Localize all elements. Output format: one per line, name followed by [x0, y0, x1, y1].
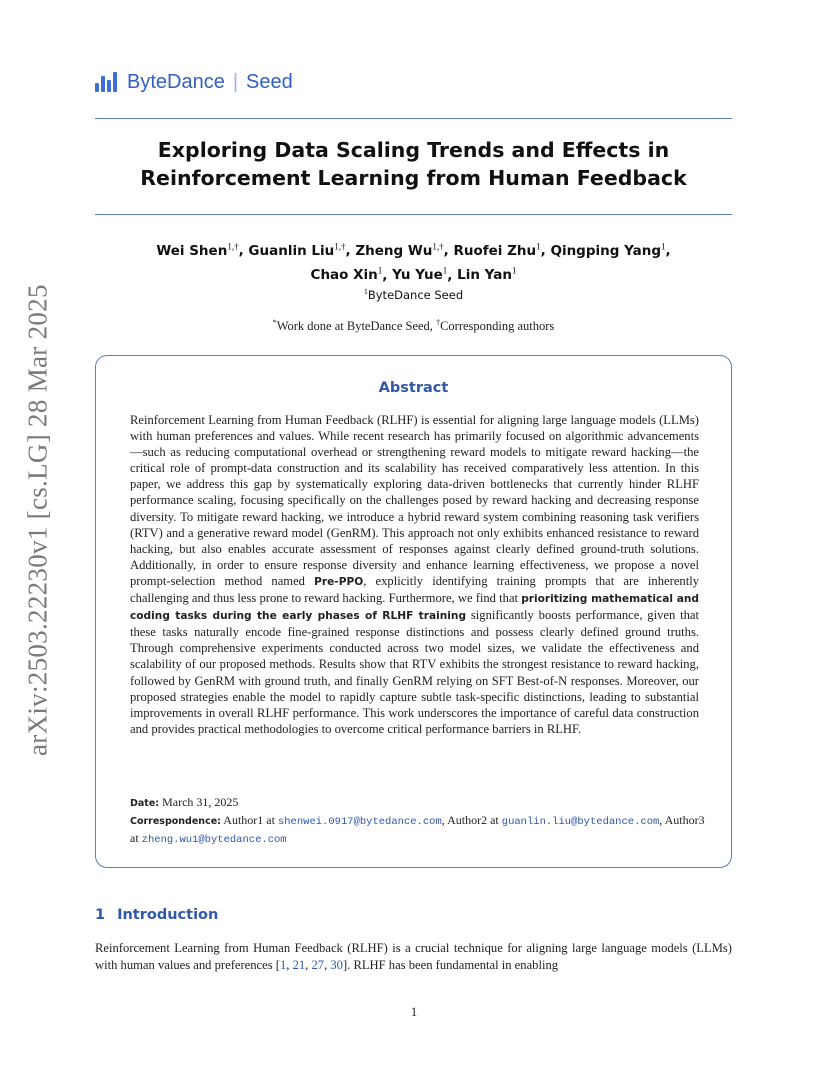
correspondence-line: Correspondence: Author1 at shenwei.0917@bytedance.com, Author2 at guanlin.liu@bytedance.com, Author3 at zheng.wu1@bytedance.com [130, 813, 705, 846]
title-rule-bottom [95, 214, 732, 215]
author: Chao Xin$^1$ [310, 265, 383, 283]
author: Wei Shen$^{1,\dagger}$ [156, 241, 239, 259]
affiliation: $^1$ByteDance Seed [363, 287, 464, 302]
title-line-2: Reinforcement Learning from Human Feedback [140, 166, 687, 190]
email-link[interactable]: shenwei.0917@bytedance.com [277, 816, 442, 828]
logo-separator: | [232, 70, 239, 93]
author: Qingping Yang$^1$ [550, 241, 666, 259]
author: Yu Yue$^1$ [392, 265, 448, 283]
paper-meta [130, 794, 710, 848]
abstract-heading: Abstract [378, 380, 449, 396]
author: Ruofei Zhu$^1$ [453, 241, 541, 259]
logo-bars-icon [95, 72, 119, 92]
title-line-1: Exploring Data Scaling Trends and Effects in [157, 138, 670, 162]
author-notes: *Work done at ByteDance Seed, †Corresponding authors [272, 318, 555, 334]
paper-title [95, 136, 732, 192]
citation-link[interactable]: 30 [330, 957, 343, 972]
date-line: Date: March 31, 2025 [130, 795, 239, 809]
author: Lin Yan$^1$ [457, 265, 517, 283]
author: Zheng $Wu^{1,\dagger}$ [355, 241, 444, 259]
abstract-highlight: prioritizing mathematical and coding tasks during the early phases of RLHF training [130, 593, 699, 623]
title-rule-top [95, 118, 732, 119]
citation-link[interactable]: 27 [311, 957, 325, 972]
email-link[interactable]: zheng.wu1@bytedance.com [141, 834, 287, 846]
abstract-box [95, 355, 732, 868]
citation-link[interactable]: 21 [292, 957, 306, 972]
email-link[interactable]: guanlin.liu@bytedance.com [501, 816, 660, 828]
logo-brand: ByteDance [127, 70, 225, 93]
arxiv-identifier-stamp: arXiv:2503.22230v1 [cs.LG] 28 Mar 2025 [22, 284, 53, 756]
bytedance-seed-logo [95, 70, 293, 94]
section-heading: 1 Introduction [95, 907, 219, 923]
logo-product: Seed [246, 70, 293, 93]
author-list: Wei Shen$^{1,\dagger}$, Guanlin Liu$^{1,\dagger}$, Zheng $Wu^{1,\dagger}$, Ruofei Zhu$^1$, Qingping Yang$^1$, Chao Xin$^1$, Yu Yue$^1$, Lin Yan$^1$ [156, 241, 671, 283]
method-name: Pre-PPO [314, 575, 364, 588]
page-number: 1 [410, 1005, 418, 1019]
author: Guanlin Liu$^{1,\dagger}$ [248, 241, 346, 259]
intro-paragraph: Reinforcement Learning from Human Feedback (RLHF) is a crucial technique for aligning large language models (LLMs) with human values and preferences [1, 21, 27, 30]. RLHF has been fundamental in enabling [95, 941, 732, 972]
citation-link[interactable]: 1 [279, 957, 287, 972]
abstract-text: Reinforcement Learning from Human Feedback (RLHF) is essential for aligning large language models (LLMs) with human preferences and values. While recent research has primarily focused on algorithmic advancements—such as reducing computational overhead or strengthening reward models to mitigate reward hacking—the critical role of prompt-data construction and its scalability has received comparatively less attention. In this paper, we address this gap by systematically exploring data-driven bottlenecks that currently hinder RLHF performance scaling, focusing specifically on the challenges posed by reward hacking and decreasing response diversity. To mitigate reward hacking, we introduce a hybrid reward system combining reasoning task verifiers (RTV) and a generative reward model (GenRM). This approach not only exhibits enhanced resistance to reward hacking, but also enables accurate assessment of responses against clearly defined ground-truth solutions. Additionally, in order to ensure response diversity and enhance learning effectiveness, we propose a novel prompt-selection method named Pre-PPO, explicitly identifying training prompts that are inherently challenging and thus less prone to reward hacking. Furthermore, we find that prioritizing mathematical and coding tasks during the early phases of RLHF training significantly boosts performance, given that these tasks naturally encode fine-grained response distinctions and possess clearly defined ground truths. Through comprehensive experiments conducted across two model sizes, we validate the effectiveness and scalability of our proposed methods. Results show that RTV exhibits the strongest resistance to reward hacking, followed by GenRM with ground truth, and finally GenRM relying on SFT Best-of-N responses. Moreover, our proposed strategies enable the model to rapidly capture subtle task-specific distinctions, leading to substantial improvements in overall RLHF performance. This work underscores the importance of careful data construction and provides practical methodologies to overcome critical performance barriers in RLHF. [130, 413, 699, 736]
